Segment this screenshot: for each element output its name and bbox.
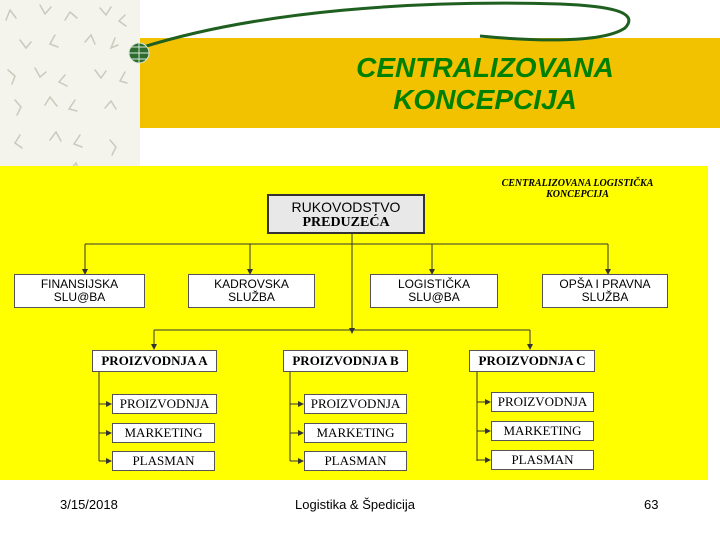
service-label-line2: SLU@BA (53, 290, 106, 304)
unit-c-sub-production: PROIZVODNJA (491, 392, 594, 412)
service-label-line2: SLUŽBA (228, 290, 275, 304)
diagram-caption-line2: KONCEPCIJA (546, 189, 609, 200)
service-box-logistics (370, 274, 498, 308)
unit-c-sub-marketing: MARKETING (491, 421, 594, 441)
unit-c-sub-plasman: PLASMAN (491, 450, 594, 470)
unit-b-sub-marketing: MARKETING (304, 423, 407, 443)
service-label-line1: FINANSIJSKA (40, 277, 119, 291)
unit-b-sub-plasman: PLASMAN (304, 451, 407, 471)
top-management-box (267, 194, 425, 234)
service-label-line1: KADROVSKA (214, 277, 289, 291)
diagram-caption-line1: CENTRALIZOVANA LOGISTIČKA (501, 178, 654, 189)
service-box-finance (14, 274, 145, 308)
service-box-legal (542, 274, 668, 308)
service-box-hr (188, 274, 315, 308)
unit-a-sub-marketing: MARKETING (112, 423, 215, 443)
slide-title-line1: CENTRALIZOVANA (356, 52, 614, 83)
footer-page-number: 63 (644, 497, 659, 512)
top-management-line2: PREDUZEĆA (302, 215, 390, 230)
unit-a-sub-plasman: PLASMAN (112, 451, 215, 471)
unit-a-sub-production: PROIZVODNJA (112, 394, 217, 414)
production-unit-c-box: PROIZVODNJA C (469, 350, 595, 372)
footer-course: Logistika & Špedicija (295, 497, 415, 512)
service-label-line1: OPŠA I PRAVNA (559, 277, 651, 291)
footer-date: 3/15/2018 (60, 497, 118, 512)
service-label-line2: SLUŽBA (581, 290, 629, 304)
production-unit-a-box: PROIZVODNJA A (92, 350, 217, 372)
top-management-line1: RUKOVODSTVO (291, 199, 401, 215)
service-label-line1: LOGISTIČKA (397, 277, 471, 291)
slide-title-line2: KONCEPCIJA (393, 84, 577, 115)
service-label-line2: SLU@BA (408, 290, 460, 304)
unit-b-sub-production: PROIZVODNJA (304, 394, 407, 414)
production-unit-b-box: PROIZVODNJA B (283, 350, 408, 372)
